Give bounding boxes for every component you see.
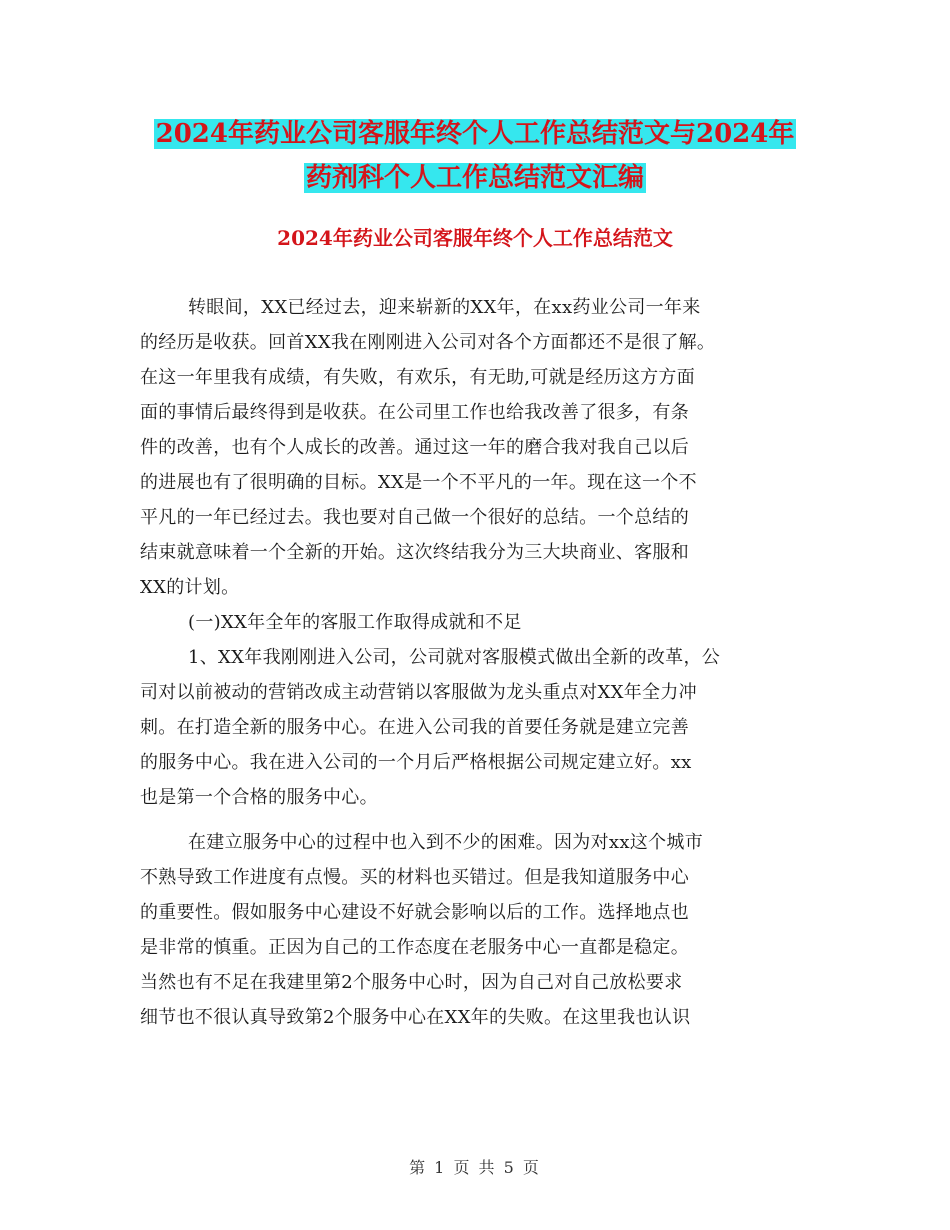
document-title-line-1: 2024年药业公司客服年终个人工作总结范文与2024年 bbox=[155, 119, 795, 149]
document-title-line-2: 药剂科个人工作总结范文汇编 bbox=[305, 163, 644, 193]
body-line: 司对以前被动的营销改成主动营销以客服做为龙头重点对XX年全力冲 bbox=[140, 682, 697, 703]
body-line: 1、XX年我刚刚进入公司，公司就对客服模式做出全新的改革，公 bbox=[188, 647, 721, 668]
body-line: 的进展也有了很明确的目标。XX是一个不平凡的一年。现在这一个不 bbox=[140, 472, 697, 493]
body-line: 平凡的一年已经过去。我也要对自己做一个很好的总结。一个总结的 bbox=[140, 507, 689, 528]
document-title bbox=[130, 112, 820, 200]
body-line: 面的事情后最终得到是收获。在公司里工作也给我改善了很多，有条 bbox=[140, 402, 689, 423]
body-line: 不熟导致工作进度有点慢。买的材料也买错过。但是我知道服务中心 bbox=[140, 867, 689, 888]
body-line: 件的改善，也有个人成长的改善。通过这一年的磨合我对我自己以后 bbox=[140, 437, 689, 458]
section-title: 2024年药业公司客服年终个人工作总结范文 bbox=[277, 226, 673, 250]
page-footer: 第 1 页 共 5 页 bbox=[409, 1158, 541, 1177]
body-line: 也是第一个合格的服务中心。 bbox=[140, 787, 378, 808]
body-line: 结束就意味着一个全新的开始。这次终结我分为三大块商业、客服和 bbox=[140, 542, 689, 563]
body-line: 的重要性。假如服务中心建设不好就会影响以后的工作。选择地点也 bbox=[140, 902, 689, 923]
body-line: 细节也不很认真导致第2个服务中心在XX年的失败。在这里我也认识 bbox=[140, 1007, 691, 1028]
body-line: 是非常的慎重。正因为自己的工作态度在老服务中心一直都是稳定。 bbox=[140, 937, 689, 958]
body-line: 的服务中心。我在进入公司的一个月后严格根据公司规定建立好。xx bbox=[140, 752, 692, 773]
subheading-line: (一)XX年全年的客服工作取得成就和不足 bbox=[188, 612, 522, 633]
body-line: XX的计划。 bbox=[140, 577, 240, 598]
body-line: 在这一年里我有成绩，有失败，有欢乐，有无助,可就是经历这方方面 bbox=[140, 367, 696, 388]
body-line: 当然也有不足在我建里第2个服务中心时，因为自己对自己放松要求 bbox=[140, 972, 683, 993]
body-line: 刺。在打造全新的服务中心。在进入公司我的首要任务就是建立完善 bbox=[140, 717, 689, 738]
body-line: 转眼间，XX已经过去，迎来崭新的XX年，在xx药业公司一年来 bbox=[188, 297, 701, 318]
body-line: 在建立服务中心的过程中也入到不少的困难。因为对xx这个城市 bbox=[188, 832, 703, 853]
body-line: 的经历是收获。回首XX我在刚刚进入公司对各个方面都还不是很了解。 bbox=[140, 332, 716, 353]
